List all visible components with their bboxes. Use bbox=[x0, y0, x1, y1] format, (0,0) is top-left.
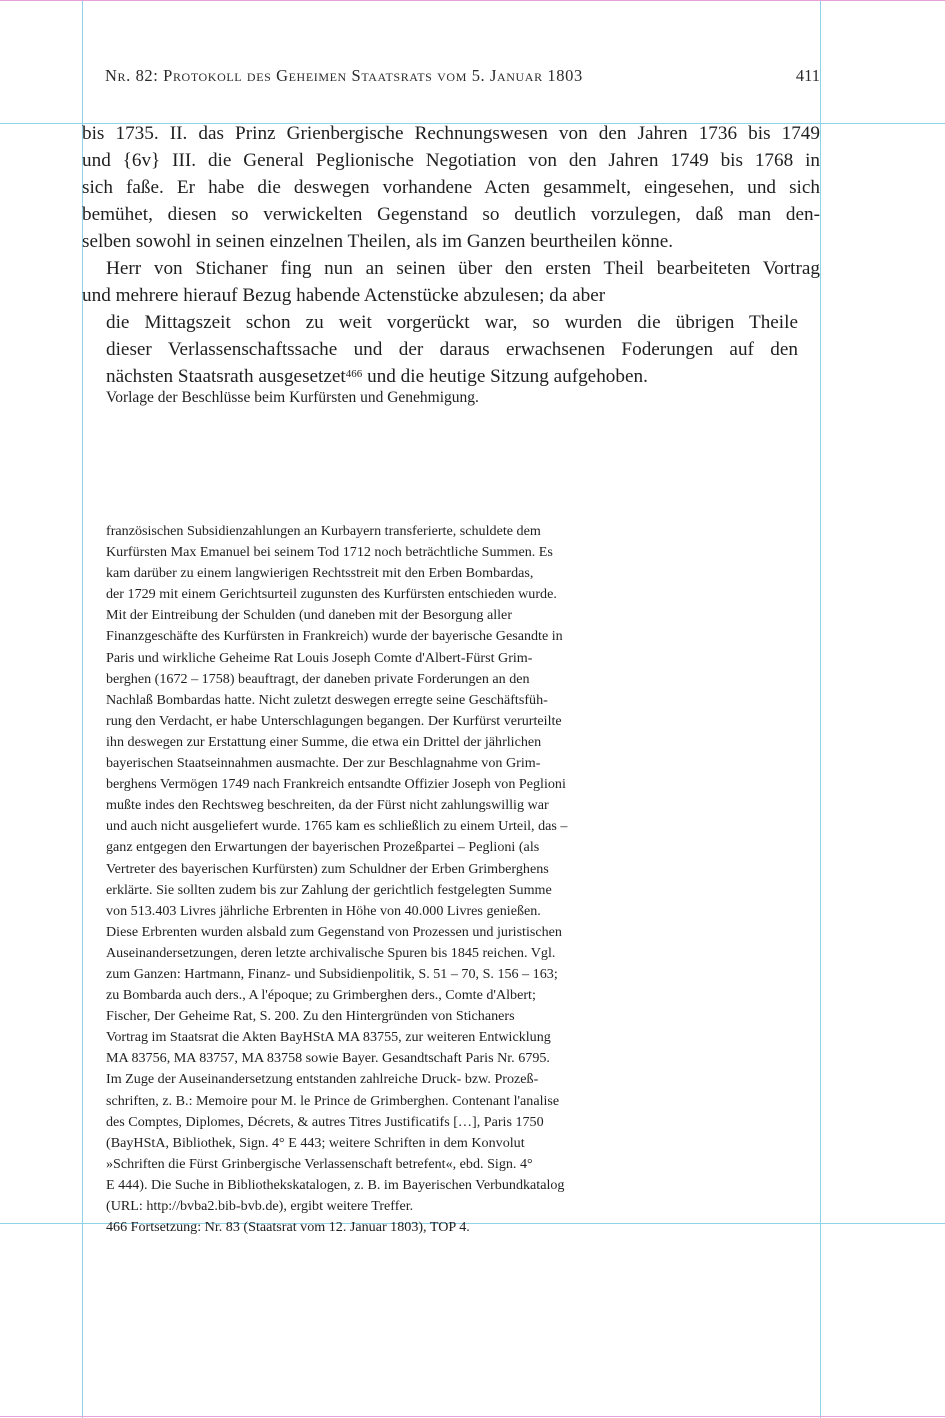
page-edge-bottom bbox=[0, 1416, 945, 1417]
footnote-line: ganz entgegen den Erwartungen der bayerischen Prozeßpartei – Peglioni (als bbox=[106, 839, 540, 856]
page-number: 411 bbox=[795, 66, 820, 85]
footnote-line: Paris und wirkliche Geheime Rat Louis Joseph Comte d'Albert-Fürst Grim- bbox=[106, 649, 533, 666]
footnote-line: schriften, z. B.: Memoire pour M. le Prince de Grimberghen. Contenant l'analise bbox=[106, 1092, 560, 1109]
margin-guide-right bbox=[820, 0, 821, 1418]
footnote-line: berghens Vermögen 1749 nach Frankreich entsandte Offizier Joseph von Peglioni bbox=[106, 776, 566, 793]
footnote-line: erklärte. Sie sollten zudem bis zur Zahlung der gerichtlich festgelegten Summe bbox=[106, 881, 552, 898]
footnote-line: des Comptes, Diplomes, Décrets, & autres Titres Justificatifs […], Paris 1750 bbox=[106, 1113, 544, 1130]
footnote-reference[interactable]: 466 bbox=[345, 368, 363, 380]
footnote-line: zu Bombarda auch ders., A l'époque; zu Grimberghen ders., Comte d'Albert; bbox=[106, 987, 536, 1004]
footnote-line: Mit der Eintreibung der Schulden (und daneben mit der Besorgung aller bbox=[106, 607, 513, 624]
footnote-466: 466 Fortsetzung: Nr. 83 (Staatsrat vom 12. Januar 1803), TOP 4. bbox=[106, 1219, 470, 1236]
footnote-line: rung den Verdacht, er habe Unterschlagungen begangen. Der Kurfürst verurteilte bbox=[106, 712, 562, 729]
body-line: selben sowohl in seinen einzelnen Theilen, als im Ganzen beurtheilen könne. bbox=[82, 231, 674, 252]
body-line-last bbox=[106, 363, 648, 390]
footnote-line: Nachlaß Bombardas hatte. Nicht zuletzt deswegen erregte seine Geschäftsfüh- bbox=[106, 691, 548, 708]
decision-note: Vorlage der Beschlüsse beim Kurfürsten und Genehmigung. bbox=[106, 389, 479, 406]
footnote-line: ihn deswegen zur Erstattung einer Summe, die etwa ein Drittel der jährlichen bbox=[106, 733, 542, 750]
footnote-line: zum Ganzen: Hartmann, Finanz- und Subsidienpolitik, S. 51 – 70, S. 156 – 163; bbox=[106, 965, 558, 982]
body-line: bis 1735. II. das Prinz Grienbergische Rechnungswesen von den Jahren 1736 bis 1749 bbox=[82, 123, 820, 144]
footnote-line: und auch nicht ausgeliefert wurde. 1765 kam es schließlich zu einem Urteil, das – bbox=[106, 818, 568, 835]
footnote-line: (URL: http://bvba2.bib-bvb.de), ergibt weitere Treffer. bbox=[106, 1198, 414, 1214]
footnote-line: berghen (1672 – 1758) beauftragt, der daneben private Forderungen an den bbox=[106, 670, 530, 687]
footnote-line: von 513.403 Livres jährliche Erbrenten in Höhe von 40.000 Livres genießen. bbox=[106, 902, 541, 919]
footnote-line: Finanzgeschäfte des Kurfürsten in Frankreich) wurde der bayerische Gesandte in bbox=[106, 628, 563, 645]
footnote-line: kam darüber zu einem langwierigen Rechtsstreit mit den Erben Bombardas, bbox=[106, 565, 534, 582]
footnote-line: der 1729 mit einem Gerichtsurteil zugunsten des Kurfürsten entschieden wurde. bbox=[106, 586, 557, 603]
body-line: die Mittagszeit schon zu weit vorgerückt war, so wurden die übrigen Theile bbox=[106, 312, 798, 333]
body-line: Herr von Stichaner fing nun an seinen über den ersten Theil bearbeiteten Vortrag bbox=[106, 258, 820, 279]
body-line: und mehrere hierauf Bezug habende Actenstücke abzulesen; da aber bbox=[82, 285, 606, 306]
footnote-line: MA 83756, MA 83757, MA 83758 sowie Bayer. Gesandtschaft Paris Nr. 6795. bbox=[106, 1050, 550, 1067]
footnote-line: mußte indes den Rechtsweg beschreiten, da der Fürst nicht zahlungswillig war bbox=[106, 797, 549, 814]
footnote-line: »Schriften die Fürst Grinbergische Verlassenschaft betrefent«, ebd. Sign. 4° bbox=[106, 1155, 533, 1172]
footnote-line: Kurfürsten Max Emanuel bei seinem Tod 1712 noch beträchtliche Summen. Es bbox=[106, 544, 553, 561]
footnote-line: Diese Erbrenten wurden alsbald zum Gegenstand von Prozessen und juristischen bbox=[106, 923, 562, 940]
footnote-line: Auseinandersetzungen, deren letzte archivalische Spuren bis 1845 reichen. Vgl. bbox=[106, 944, 556, 961]
footnote-line: bayerischen Staatseinnahmen ausmachte. Der zur Beschlagnahme von Grim- bbox=[106, 755, 541, 772]
footnote-line: E 444). Die Suche in Bibliothekskatalogen, z. B. im Bayerischen Verbundkatalog bbox=[106, 1176, 565, 1193]
footnote-line: (BayHStA, Bibliothek, Sign. 4° E 443; weitere Schriften in dem Konvolut bbox=[106, 1134, 525, 1151]
footnote-line: französischen Subsidienzahlungen an Kurbayern transferierte, schuldete dem bbox=[106, 523, 541, 539]
page-edge-top bbox=[0, 0, 945, 1]
body-line-text: nächsten Staatsrath ausgesetzet bbox=[106, 366, 346, 387]
footnote-line: Vertreter des bayerischen Kurfürsten) zum Schuldner der Erben Grimberghens bbox=[106, 860, 549, 877]
body-line: bemühet, diesen so verwickelten Gegenstand so deutlich vorzulegen, daß man den- bbox=[82, 204, 820, 225]
body-line: und {6v} III. die General Peglionische Negotiation von den Jahren 1749 bis 1768 in bbox=[82, 150, 820, 171]
footnote-block bbox=[106, 521, 666, 1238]
footnote-line: Im Zuge der Auseinandersetzung entstanden zahlreiche Druck- bzw. Prozeß- bbox=[106, 1071, 539, 1088]
body-line: dieser Verlassenschaftssache und der daraus erwachsenen Foderungen auf den bbox=[106, 339, 798, 360]
footnote-line: Fischer, Der Geheime Rat, S. 200. Zu den Hintergründen von Stichaners bbox=[106, 1008, 515, 1025]
body-line-tail: und die heutige Sitzung aufgehoben. bbox=[362, 366, 648, 387]
footnote-line: Vortrag im Staatsrat die Akten BayHStA MA 83755, zur weiteren Entwicklung bbox=[106, 1029, 551, 1046]
body-line: sich faße. Er habe die deswegen vorhandene Acten gesammelt, eingesehen, und sich bbox=[82, 177, 820, 198]
running-header-title: Nr. 82: Protokoll des Geheimen Staatsrats vom 5. Januar 1803 bbox=[105, 66, 583, 85]
